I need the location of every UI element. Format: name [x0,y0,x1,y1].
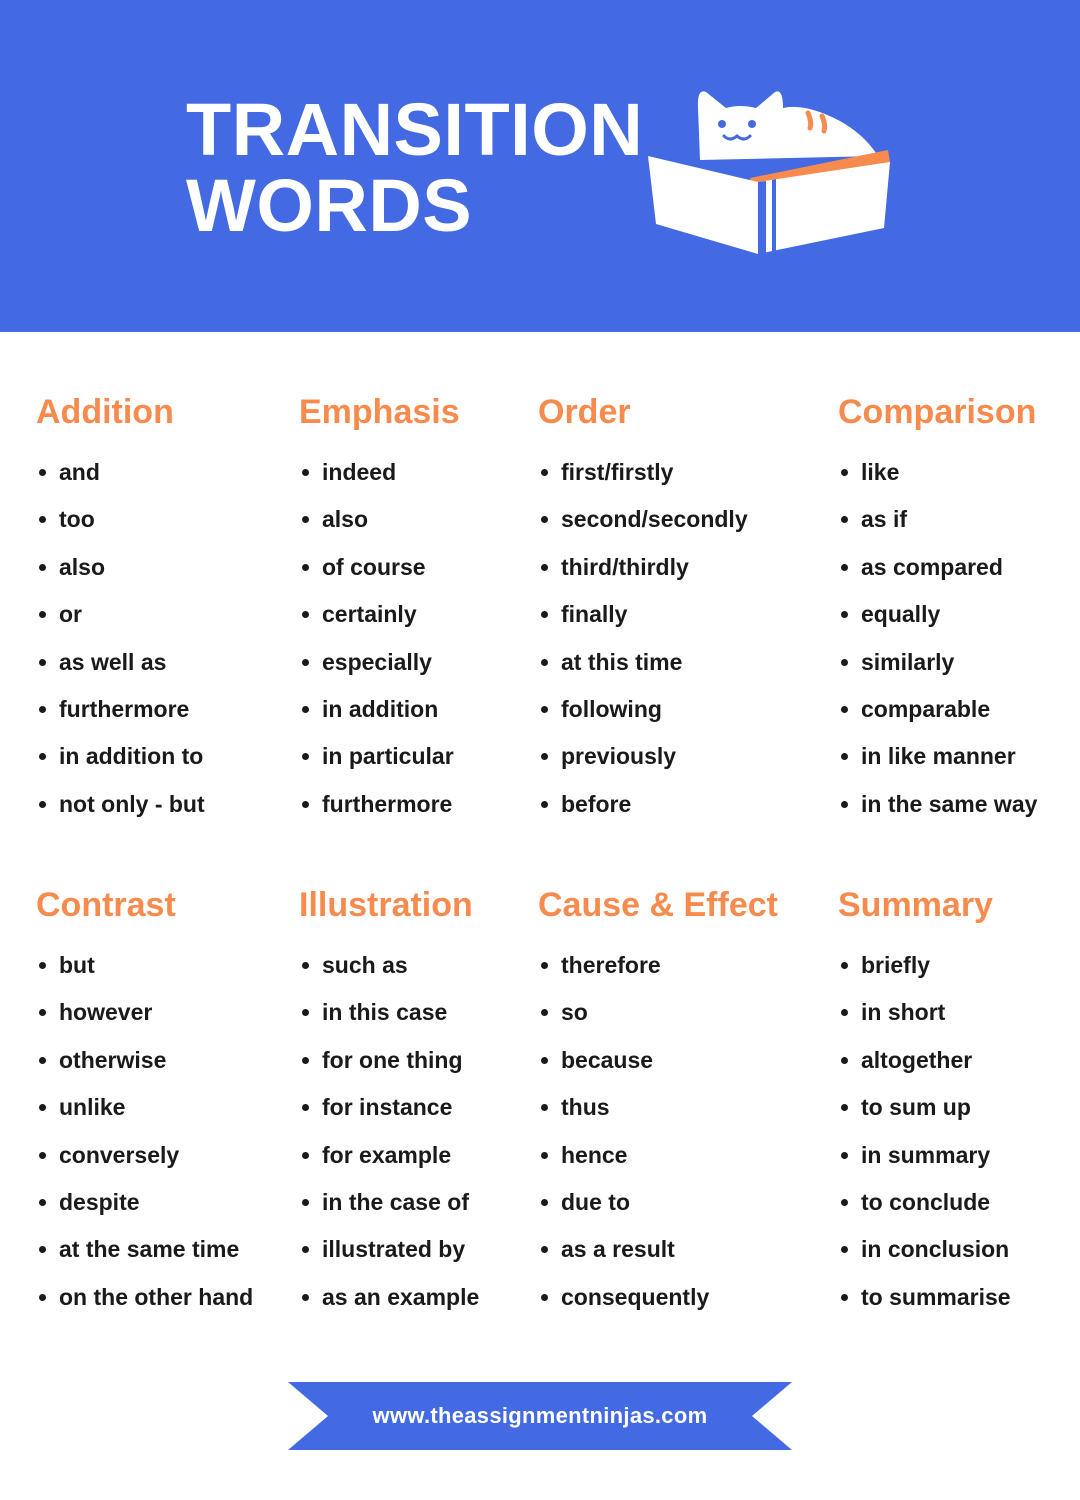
list-item: in the same way [838,792,1037,839]
category-heading: Emphasis [299,393,460,431]
list-item: to summarise [838,1285,1011,1332]
category-illustration [299,885,480,1310]
word-list [299,953,479,1332]
list-item: for instance [299,1095,479,1142]
category-heading: Cause & Effect [538,886,778,924]
list-item: but [36,953,253,1000]
list-item: like [838,460,1037,507]
list-item: in the case of [299,1190,479,1237]
list-item: or [36,602,205,649]
category-summary [838,885,1011,1310]
list-item: as a result [538,1237,709,1284]
list-item: as if [838,507,1037,554]
list-item: for one thing [299,1048,479,1095]
list-item: before [538,792,748,839]
category-heading: Comparison [838,393,1037,431]
list-item: consequently [538,1285,709,1332]
title-line-1: TRANSITION [186,88,644,171]
list-item: also [299,507,454,554]
list-item: indeed [299,460,454,507]
list-item: in addition to [36,744,205,791]
list-item: in conclusion [838,1237,1011,1284]
list-item: illustrated by [299,1237,479,1284]
list-item: as an example [299,1285,479,1332]
list-item: in addition [299,697,454,744]
list-item: to sum up [838,1095,1011,1142]
category-comparison [838,392,1038,817]
word-list [838,953,1011,1332]
list-item: at the same time [36,1237,253,1284]
list-item: of course [299,555,454,602]
list-item: therefore [538,953,709,1000]
list-item: altogether [838,1048,1011,1095]
category-order [538,392,748,817]
list-item: first/firstly [538,460,748,507]
list-item: otherwise [36,1048,253,1095]
list-item: furthermore [299,792,454,839]
list-item: however [36,1000,253,1047]
word-list [538,460,748,839]
list-item: thus [538,1095,709,1142]
list-item: in short [838,1000,1011,1047]
list-item: not only - but [36,792,205,839]
category-cause-effect [538,885,778,1310]
list-item: despite [36,1190,253,1237]
list-item: as well as [36,650,205,697]
list-item: hence [538,1143,709,1190]
word-list [538,953,709,1332]
word-list [36,953,253,1332]
category-addition [36,392,205,817]
word-list [838,460,1037,839]
list-item: unlike [36,1095,253,1142]
list-item: comparable [838,697,1037,744]
list-item: in summary [838,1143,1011,1190]
list-item: because [538,1048,709,1095]
word-list [299,460,454,839]
list-item: as compared [838,555,1037,602]
category-contrast [36,885,254,1310]
category-heading: Illustration [299,886,473,924]
list-item: certainly [299,602,454,649]
list-item: conversely [36,1143,253,1190]
category-heading: Contrast [36,886,176,924]
list-item: for example [299,1143,479,1190]
header-banner [0,0,1080,332]
category-heading: Order [538,393,631,431]
list-item: similarly [838,650,1037,697]
list-item: at this time [538,650,748,697]
list-item: on the other hand [36,1285,253,1332]
list-item: in particular [299,744,454,791]
page-title [186,88,644,247]
list-item: also [36,555,205,602]
list-item: second/secondly [538,507,748,554]
list-item: to conclude [838,1190,1011,1237]
list-item: finally [538,602,748,649]
list-item: following [538,697,748,744]
list-item: in this case [299,1000,479,1047]
list-item: and [36,460,205,507]
list-item: especially [299,650,454,697]
word-list [36,460,205,839]
list-item: furthermore [36,697,205,744]
title-line-2: WORDS [186,164,473,247]
list-item: equally [838,602,1037,649]
category-emphasis [299,392,460,817]
category-heading: Summary [838,886,993,924]
list-item: previously [538,744,748,791]
cat-reading-book-icon [640,78,900,263]
website-link[interactable]: www.theassignmentninjas.com [372,1403,708,1428]
list-item: due to [538,1190,709,1237]
list-item: too [36,507,205,554]
list-item: third/thirdly [538,555,748,602]
list-item: so [538,1000,709,1047]
list-item: briefly [838,953,1011,1000]
list-item: such as [299,953,479,1000]
category-heading: Addition [36,393,174,431]
list-item: in like manner [838,744,1037,791]
